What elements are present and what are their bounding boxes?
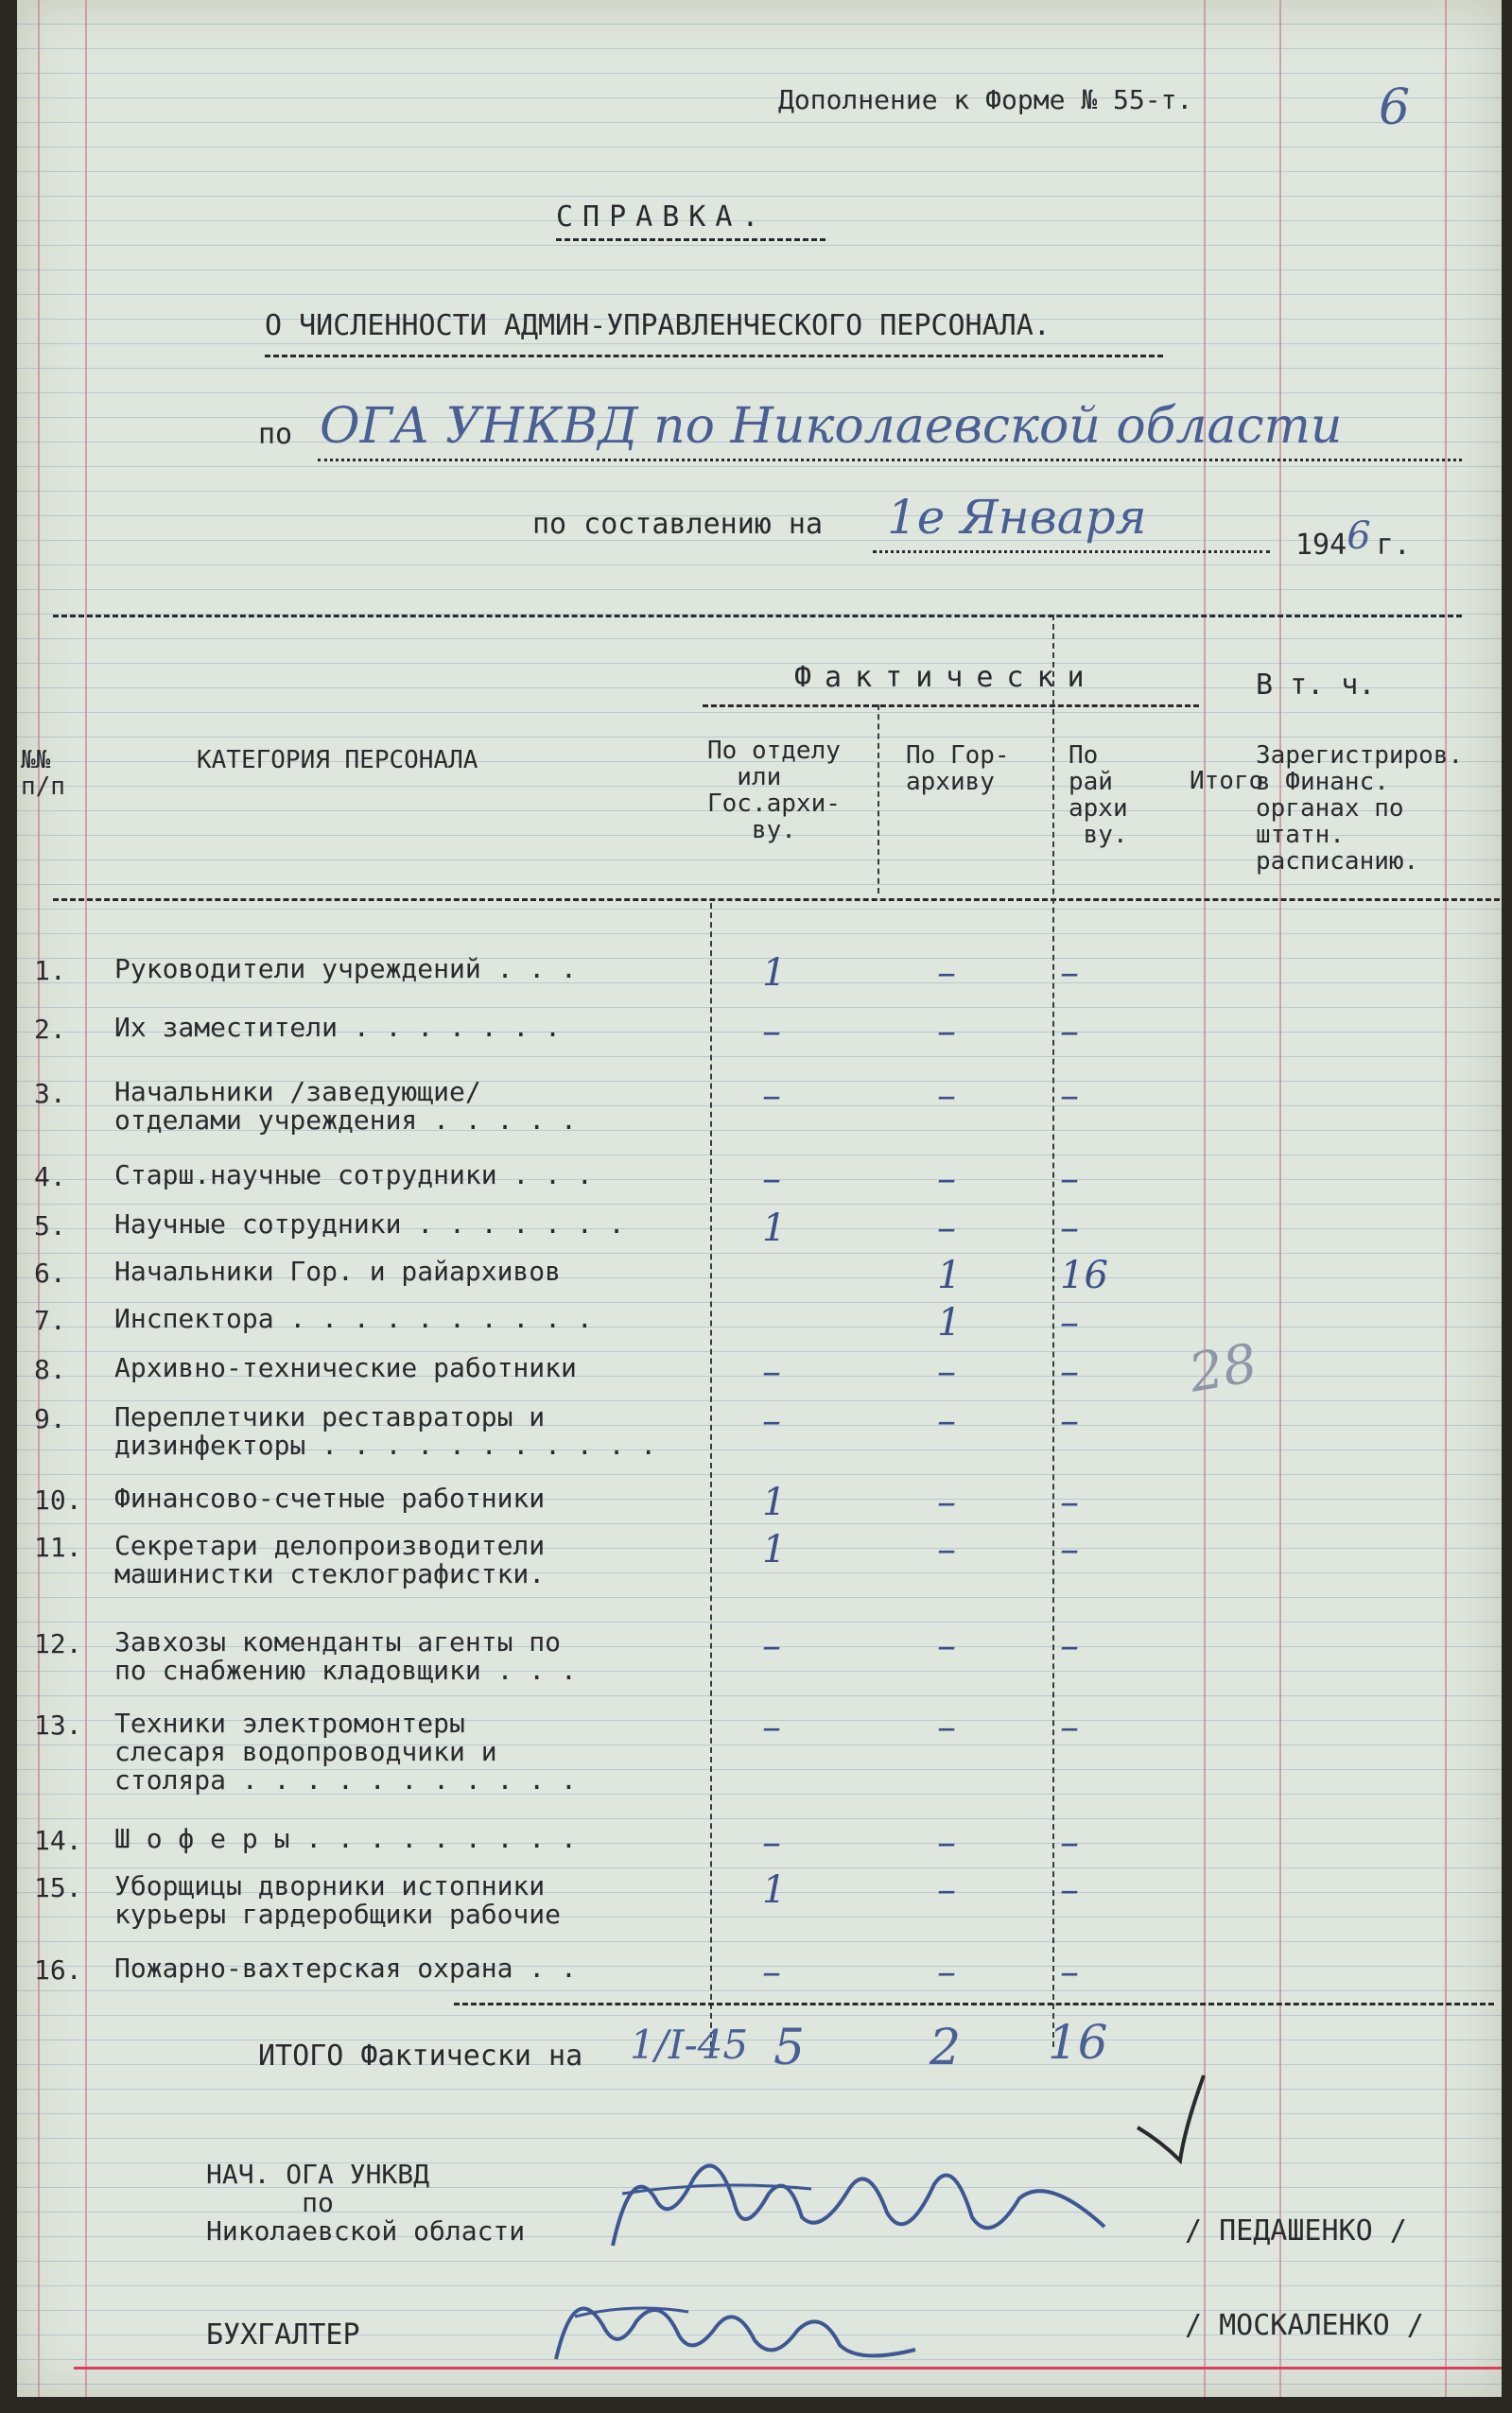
scan-edge <box>0 2397 1512 2413</box>
row-category: Секретари делопроизводители машинистки стеклографистки. <box>114 1530 546 1589</box>
totals-date: 1/I-45 <box>630 2022 749 2068</box>
row-district-value: – <box>1060 951 1079 995</box>
po-underline <box>318 459 1462 461</box>
col-number-header: №№ п/п <box>21 746 65 801</box>
subtitle-underline <box>265 355 1163 357</box>
table-row <box>34 951 1471 1012</box>
row-category: Архивно-технические работники <box>114 1352 577 1383</box>
row-dept-value: 1 <box>762 1868 787 1912</box>
row-district-value: – <box>1060 1074 1079 1118</box>
row-district-value: – <box>1060 1868 1079 1912</box>
row-number: 12. <box>34 1628 82 1659</box>
totals-separator <box>454 2003 1494 2005</box>
page-number: 6 <box>1379 79 1411 136</box>
row-number: 14. <box>34 1825 82 1856</box>
row-city-value: – <box>937 1350 956 1394</box>
po-label: по <box>258 418 293 451</box>
row-number: 1. <box>34 955 66 986</box>
date-underline <box>873 550 1270 553</box>
row-number: 2. <box>34 1014 66 1045</box>
row-category: Завхозы коменданты агенты по по снабжению кладовщики . . . <box>114 1626 577 1686</box>
totals-dept: 5 <box>773 2020 806 2076</box>
row-number: 4. <box>34 1161 66 1192</box>
date-handwritten: 1е Января <box>887 490 1147 545</box>
pencil-margin-note: 28 <box>1184 1332 1262 1405</box>
row-number: 16. <box>34 1954 82 1986</box>
table-row <box>34 1706 1471 1796</box>
row-district-value: – <box>1060 1206 1079 1250</box>
row-number: 8. <box>34 1354 66 1385</box>
organization-handwritten: ОГА УНКВД по Николаевской области <box>320 398 1343 455</box>
row-category: Техники электромонтеры слесаря водопроводчики и столяра . . . . . . . . . . . <box>114 1708 577 1796</box>
check-mark-icon <box>1133 2071 1218 2165</box>
row-dept-value: 1 <box>762 951 787 995</box>
accountant-signature <box>547 2269 925 2373</box>
row-district-value: – <box>1060 1010 1079 1053</box>
row-dept-value: – <box>762 1951 781 1994</box>
row-category: Старш.научные сотрудники . . . <box>114 1159 593 1190</box>
row-district-value: – <box>1060 1481 1079 1524</box>
totals-label: ИТОГО Фактически на <box>258 2040 583 2073</box>
group-actual-header: Фактически <box>794 661 1098 694</box>
row-category: Переплетчики реставраторы и дизинфекторы . . . . . . . . . . . <box>114 1401 657 1461</box>
row-district-value: – <box>1060 1399 1079 1443</box>
col-total-header: Итого <box>1190 767 1264 795</box>
row-district-value: – <box>1060 1951 1079 1994</box>
table-row <box>34 1624 1471 1686</box>
col-registered-header: Зарегистриров. в Финанс. органах по штатн. расписанию. <box>1256 741 1464 876</box>
document-title: СПРАВКА. <box>556 200 769 234</box>
row-city-value: – <box>937 1010 956 1053</box>
row-number: 9. <box>34 1403 66 1434</box>
archive-document-page <box>17 0 1502 2397</box>
head-name: / ПЕДАШЕНКО / <box>1185 2214 1407 2248</box>
row-category: Научные сотрудники . . . . . . . <box>114 1208 625 1240</box>
title-underline <box>556 238 826 241</box>
row-number: 10. <box>34 1484 82 1516</box>
row-dept-value: – <box>762 1706 781 1749</box>
row-district-value: – <box>1060 1624 1079 1668</box>
row-category: Уборщицы дворники истопники курьеры гардеробщики рабочие <box>114 1870 562 1930</box>
row-dept-value: 1 <box>762 1528 787 1571</box>
row-number: 6. <box>34 1258 66 1289</box>
table-row <box>34 1528 1471 1589</box>
row-dept-value: – <box>762 1624 781 1668</box>
row-category: Пожарно-вахтерская охрана . . <box>114 1953 577 1984</box>
row-category: Начальники /заведующие/ отделами учреждения . . . . . <box>114 1076 577 1136</box>
row-city-value: – <box>937 1951 956 1994</box>
row-district-value: – <box>1060 1528 1079 1571</box>
row-district-value: – <box>1060 1157 1079 1201</box>
row-number: 7. <box>34 1305 66 1336</box>
row-number: 11. <box>34 1532 82 1563</box>
group-including-header: В т. ч. <box>1256 668 1376 702</box>
row-city-value: – <box>937 1399 956 1443</box>
row-category: Начальники Гор. и райархивов <box>114 1256 562 1287</box>
col-city-header: По Гор- архиву <box>906 741 1010 796</box>
row-dept-value: 1 <box>762 1206 787 1250</box>
head-signature <box>603 2142 1133 2274</box>
year-label: 1946 г. <box>1295 514 1411 562</box>
row-district-value: – <box>1060 1301 1079 1345</box>
head-title: НАЧ. ОГА УНКВД по Николаевской области <box>206 2159 526 2247</box>
accountant-title: БУХГАЛТЕР <box>206 2318 360 2352</box>
row-category: Финансово-счетные работники <box>114 1483 546 1514</box>
row-city-value: – <box>937 1481 956 1524</box>
row-city-value: 1 <box>937 1301 962 1345</box>
row-dept-value: – <box>762 1074 781 1118</box>
accountant-name: / МОСКАЛЕНКО / <box>1185 2309 1424 2342</box>
row-district-value: – <box>1060 1821 1079 1865</box>
row-category: Их заместители . . . . . . . <box>114 1012 562 1043</box>
row-dept-value: – <box>762 1157 781 1201</box>
table-row <box>34 1010 1471 1070</box>
date-label: по составлению на <box>532 508 824 541</box>
row-city-value: – <box>937 1528 956 1571</box>
row-city-value: 1 <box>937 1254 962 1297</box>
row-city-value: – <box>937 1868 956 1912</box>
row-dept-value: – <box>762 1350 781 1394</box>
row-city-value: – <box>937 1074 956 1118</box>
bottom-red-line <box>74 2367 1502 2370</box>
row-number: 13. <box>34 1710 82 1741</box>
totals-city: 2 <box>930 2020 962 2076</box>
row-category: Ш о ф е р ы . . . . . . . . . <box>114 1823 577 1854</box>
row-city-value: – <box>937 1157 956 1201</box>
row-number: 3. <box>34 1078 66 1109</box>
row-number: 15. <box>34 1872 82 1903</box>
row-dept-value: 1 <box>762 1481 787 1524</box>
row-district-value: – <box>1060 1706 1079 1749</box>
column-divider <box>878 704 879 894</box>
row-category: Инспектора . . . . . . . . . . <box>114 1303 593 1334</box>
header-separator <box>53 615 1462 617</box>
form-addition-label: Дополнение к Форме № 55-т. <box>778 84 1193 115</box>
row-city-value: – <box>937 951 956 995</box>
group-underline <box>703 704 1199 707</box>
table-row <box>34 1868 1471 1930</box>
document-subtitle: О ЧИСЛЕННОСТИ АДМИН-УПРАВЛЕНЧЕСКОГО ПЕРСОНАЛА. <box>265 309 1051 342</box>
row-district-value: 16 <box>1060 1254 1108 1297</box>
row-district-value: – <box>1060 1350 1079 1394</box>
row-city-value: – <box>937 1206 956 1250</box>
col-category-header: КАТЕГОРИЯ ПЕРСОНАЛА <box>197 746 478 774</box>
row-dept-value: – <box>762 1821 781 1865</box>
row-dept-value: – <box>762 1010 781 1053</box>
table-header-separator <box>53 898 1500 901</box>
col-dept-header: По отделу или Гос.архи- ву. <box>707 737 841 844</box>
totals-district: 16 <box>1048 2015 1108 2070</box>
table-row <box>34 1399 1471 1461</box>
row-category: Руководители учреждений . . . <box>114 953 577 984</box>
row-city-value: – <box>937 1624 956 1668</box>
row-city-value: – <box>937 1706 956 1749</box>
row-city-value: – <box>937 1821 956 1865</box>
row-number: 5. <box>34 1210 66 1241</box>
row-dept-value: – <box>762 1399 781 1443</box>
col-district-header: По рай архи ву. <box>1069 741 1128 849</box>
table-row <box>34 1074 1471 1136</box>
